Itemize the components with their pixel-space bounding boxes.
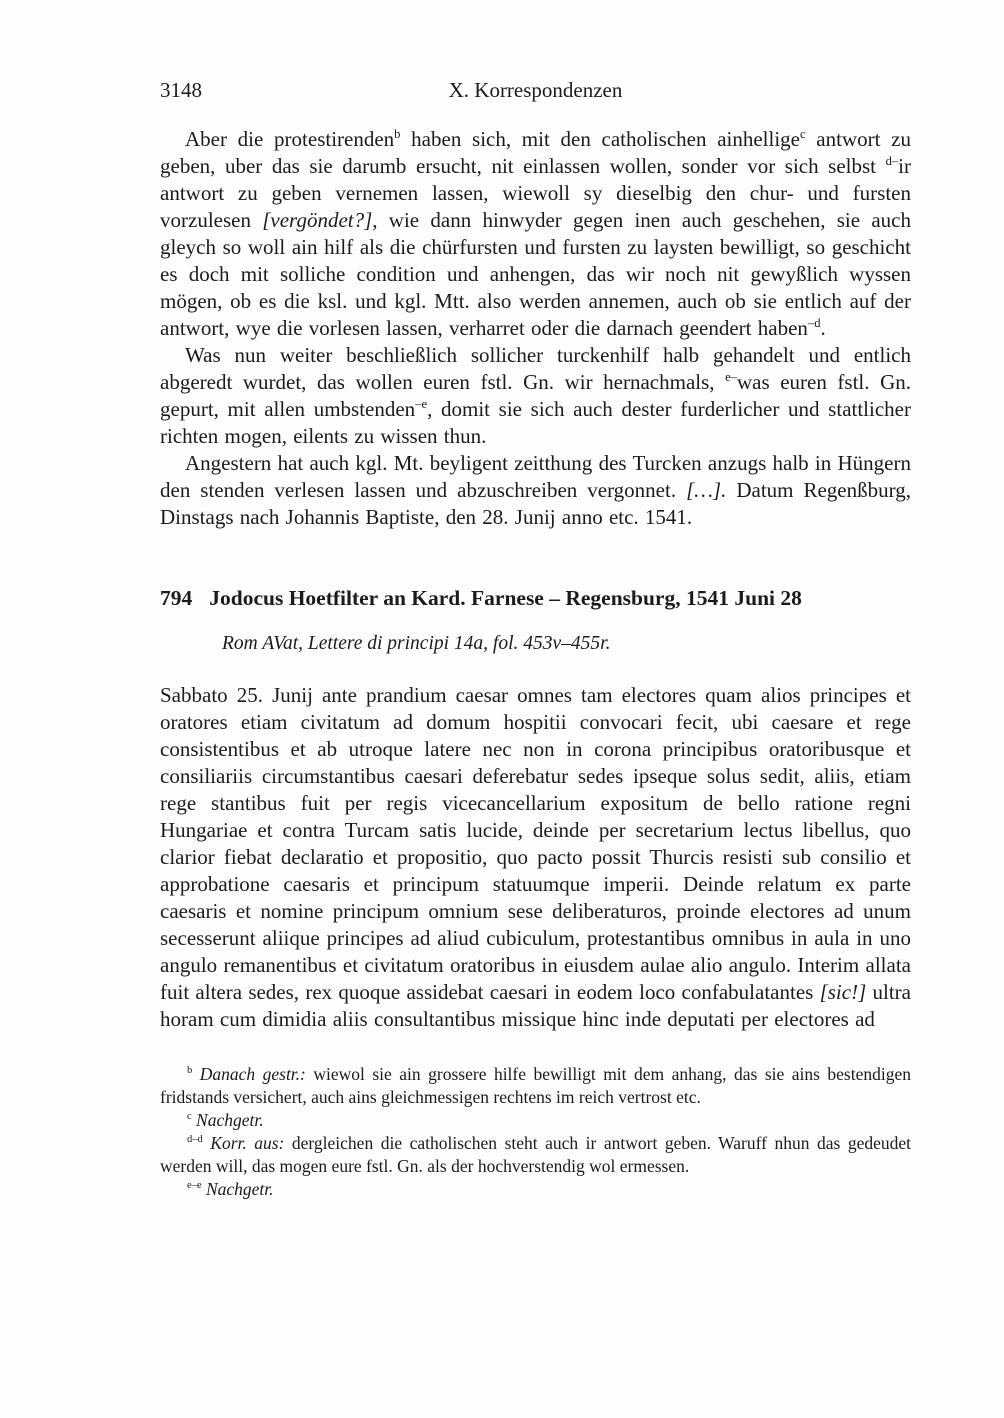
running-head-title: X. Korrespondenzen [448, 78, 623, 102]
page-number: 3148 [160, 78, 202, 102]
footnote-e: $^{e-e}$ Nachgetr. [187, 1179, 274, 1199]
footnote-c: $^c$ Nachgetr. [187, 1110, 264, 1130]
footnote-d: $^{d-d}$ Korr. aus: dergleichen die catholischen steht auch ir antwort geben. Waruff nhun das gedeudet werden will, das mogen eure fstl. Gn. als der hochverstendig wol ermessen. [160, 1133, 911, 1176]
running-head [160, 78, 911, 102]
entry-heading [160, 585, 911, 612]
footnote-b: $^b$ Danach gestr.: wiewol sie ain grossere hilfe bewilligt mit dem anhang, das sie ains bestendigen fridstands versichert, auch ains gleichmessigen rechtens im reich vertrost etc. [160, 1064, 911, 1107]
footnotes [160, 1063, 911, 1201]
entry-number: 794 [160, 586, 193, 610]
paragraph-turckenhilf: Was nun weiter beschließlich sollicher turckenhilf halb gehandelt und entlich abgeredt wurdet, das wollen euren fstl. Gn. wir hernachmals, $^{e-}$was euren fstl. Gn. gepurt, mit allen umbstenden$^{-e}$, domit sie sich auch dester furderlicher und stattlicher richten mogen, eilents zu wissen thun. [160, 343, 911, 448]
text-block [160, 126, 911, 1033]
entry-title: Jodocus Hoetfilter an Kard. Farnese – Regensburg, 1541 Juni 28 [209, 586, 802, 610]
paragraph-latin-body: Sabbato 25. Junij ante prandium caesar omnes tam electores quam alios principes et oratores etiam civitatum ad domum hospitii convocari fecit, ubi caesare et rege consistentibus et ab utroque latere nec non in corona principibus oratoribusque et consiliariis circumstantibus caesari deferebatur sedes ipseque solus sedit, aliis, etiam rege stantibus fuit per regis vicecancellarium expositum de bello ratione regni Hungariae et contra Turcam satis lucide, deinde per secretarium lectus libellus, quo clarior fiebat declaratio et propositio, quo pacto possit Thurcis resisti sub consilio et approbatione caesaris et principum statuumque imperii. Deinde relatum ex parte caesaris et nomine principum omnium sese deliberaturos, proinde electores ad unum secesserunt aliique principes ad aliud cubiculum, protestantibus omnibus in aula in uno angulo remanentibus et civitatum oratoribus in eiusdem aulae alio angulo. Interim allata fuit altera sedes, rex quoque assidebat caesari in eodem loco confabulatantes [sic!] ultra horam cum dimidia aliis consultantibus missique hinc inde deputati per electores ad [160, 683, 911, 1031]
paragraph-protestirenden: Aber die protestirenden$^b$ haben sich, mit den catholischen ainhellige$^c$ antwort zu geben, uber das sie darumb ersucht, nit einlassen wollen, sonder vor sich selbst $^{d-}$ir antwort zu geben vernemen lassen, wiewoll sy dieselbig den chur- und fursten vorzulesen [vergöndet?], wie dann hinwyder gegen inen auch geschehen, sie auch gleych so woll ain hilf als die chürfursten und fursten zu laysten bewilligt, so geschicht es doch mit solliche condition und anhengen, das wir noch nit gewyßlich wyssen mögen, ob es die ksl. und kgl. Mtt. also werden annemen, auch ob sie entlich auf der antwort, wye die vorlesen lassen, verharret oder die darnach geendert haben$^{-d}$. [160, 127, 911, 340]
source-line: Rom AVat, Lettere di principi 14a, fol. 453v–455r. [222, 633, 611, 654]
paragraph-datum: Angestern hat auch kgl. Mt. beyligent zeitthung des Turcken anzugs halb in Hüngern den stenden verlesen lassen und abzuschreiben vergonnet. […]. Datum Regenßburg, Dinstags nach Johannis Baptiste, den 28. Junij anno etc. 1541. [160, 451, 911, 529]
